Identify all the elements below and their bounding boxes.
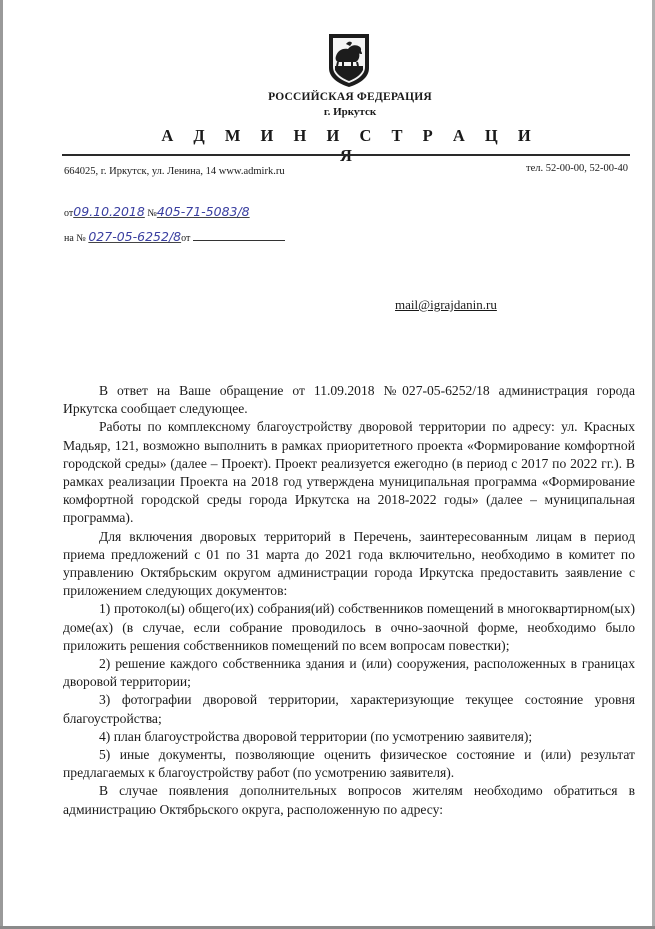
- recipient-email[interactable]: mail@igrajdanin.ru: [395, 297, 497, 312]
- sender-address: 664025, г. Иркутск, ул. Ленина, 14 www.admirk.ru: [64, 166, 285, 177]
- letter-body: [63, 382, 635, 819]
- from-number-prefix: №: [147, 208, 157, 219]
- to-suffix: от: [181, 233, 191, 244]
- outgoing-reference: [64, 204, 250, 219]
- paragraph-intro: В ответ на Ваше обращение от 11.09.2018 №027-05-6252/18 администрация города Иркутска сообщает следующее.: [63, 383, 635, 417]
- header-city: г. Иркутск: [323, 106, 377, 118]
- list-item: 1) протокол(ы) общего(их) собрания(ий) собственников помещений в многоквартирном(ых) доме(ах) (в случае, если собрание проводилось в очно-заочной форме, необходимо было приложить решения собственников помещений по всем вопросам повестки);: [63, 601, 635, 653]
- to-prefix: на №: [64, 233, 86, 244]
- header-title: А Д М И Н И С Т Р А Ц И: [161, 126, 539, 145]
- from-prefix: от: [64, 208, 74, 219]
- incoming-reference: [64, 229, 285, 244]
- paragraph-project: Работы по комплексному благоустройству дворовой территории по адресу: ул. Красных Мадьяр, 121, возможно выполнить в рамках приоритетного проекта «Формирование комфортной городской среды» (далее – Проект). Проект реализуется ежегодно (в период с 2017 по 2022 гг.). В рамках реализации Проекта на 2018 год утверждена муниципальная программа «Формирование комфортной городской среды города Иркутска на 2018-2022 годы» (далее – муниципальная программа).: [63, 419, 635, 526]
- paragraph-contact: В случае появления дополнительных вопросов жителям необходимо обратиться в администрацию Октябрьского округа, расположенную по адресу:: [63, 783, 635, 817]
- sender-phones: тел. 52-00-00, 52-00-40: [526, 163, 628, 174]
- header-divider: [62, 154, 630, 156]
- header-country: РОССИЙСКАЯ ФЕДЕРАЦИЯ: [268, 91, 432, 103]
- list-item: 3) фотографии дворовой территории, характеризующие текущее состояние уровня благоустройства;: [63, 692, 635, 726]
- incoming-number: 027-05-6252/8: [88, 229, 182, 244]
- list-item: 5) иные документы, позволяющие оценить физическое состояние и (или) результат предлагаемых к благоустройству работ (по усмотрению заявителя).: [63, 747, 635, 781]
- irkutsk-coat-of-arms-icon: [326, 32, 372, 88]
- list-item: 2) решение каждого собственника здания и (или) сооружения, расположенных в границах дворовой территории;: [63, 656, 635, 690]
- outgoing-number: 405-71-5083/8: [156, 204, 250, 219]
- incoming-date-blank: [193, 231, 285, 241]
- paragraph-inclusion: Для включения дворовых территорий в Перечень, заинтересованным лицам в период приема предложений с 01 по 31 марта до 2021 года включительно, необходимо в комитет по управлению Октябрьским округом администрации города Иркутска предоставить заявление с приложением следующих документов:: [63, 528, 635, 599]
- list-item: 4) план благоустройства дворовой территории (по усмотрению заявителя);: [99, 728, 533, 744]
- scan-edge-left: [0, 0, 3, 929]
- outgoing-date: 09.10.2018: [73, 204, 145, 219]
